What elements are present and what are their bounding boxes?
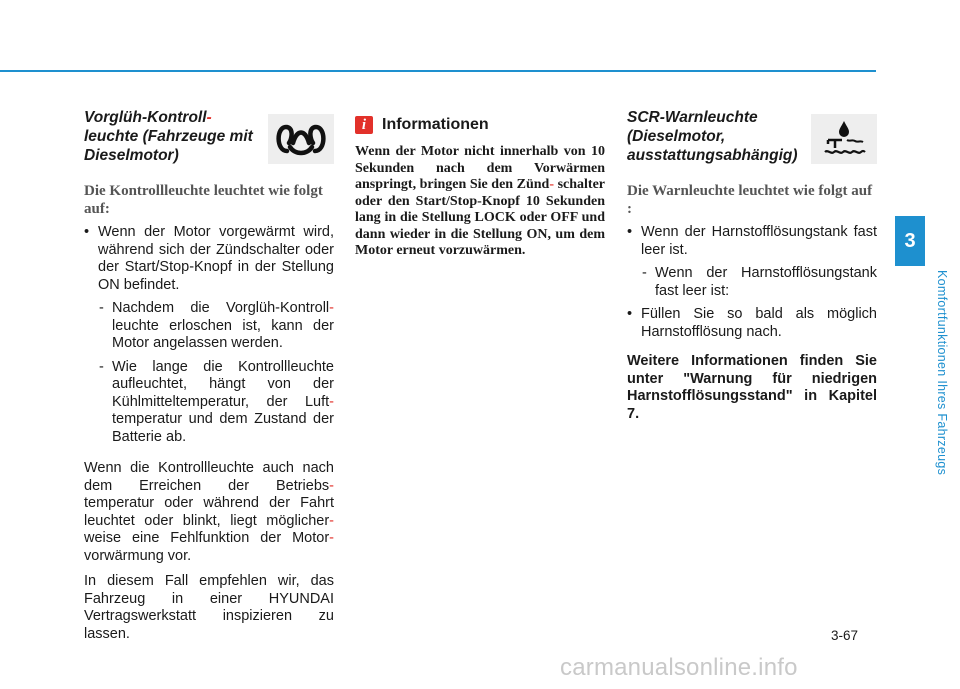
glow-indicator-section [84, 108, 334, 651]
info-icon: i [355, 116, 373, 134]
information-section [355, 108, 605, 260]
scr-heading: SCR-Warnleuchte (Dieselmotor, ausstattungsabhängig) [627, 109, 798, 164]
urea-level-icon [811, 114, 877, 164]
glow-heading-row [84, 108, 334, 172]
glow-dash-list [98, 300, 334, 446]
scr-heading-row [627, 108, 877, 172]
list-item: • Wenn der Harnstofflösungstank fast leer ist. - Wenn der Harnstofflösungstank fast leer ist: [627, 224, 877, 300]
watermark: carmanualsonline.info [560, 654, 798, 681]
glow-paragraph-2: In diesem Fall empfehlen wir, das Fahrzeug in einer HYUNDAI Vertragswerkstatt inspizieren zu lassen. [84, 573, 334, 642]
list-item: - Wie lange die Kontrollleuchte aufleuchtet, hängt von der Kühlmitteltemperatur, der Luft- temperatur und dem Zustand der Batterie ab. [98, 359, 334, 447]
glow-paragraph-1: Wenn die Kontrollleuchte auch nach dem Erreichen der Betriebs- temperatur oder während der Fahrt leuchtet oder blinkt, liegt möglicher- weise eine Fehlfunktion der Motor- vorwärmung vor. [84, 460, 334, 564]
scr-subheading: Die Warnleuchte leuchtet wie folgt auf : [627, 183, 873, 217]
chapter-number: 3 [904, 229, 916, 252]
list-item: - Wenn der Harnstofflösungstank fast leer ist: [641, 265, 877, 300]
glow-bullet-list [84, 224, 334, 446]
glow-plug-icon [268, 114, 334, 164]
list-item: • Füllen Sie so bald als möglich Harnstofflösung nach. [627, 306, 877, 341]
page-number: 3-67 [831, 628, 859, 643]
info-title: Informationen [382, 116, 489, 133]
info-body: Wenn der Motor nicht innerhalb von 10 Sekunden nach dem Vorwärmen anspringt, bringen Sie den Zünd- schalter oder den Start/Stop-Knopf 10 Sekunden lang in die Stellung LOCK oder OFF und dann wieder in die Stellung ON, um dem Motor erneut vorzuwärmen. [355, 144, 606, 258]
scr-dash-list [641, 265, 877, 300]
top-rule [0, 70, 876, 72]
glow-subheading: Die Kontrollleuchte leuchtet wie folgt auf: [84, 183, 323, 217]
info-header [355, 116, 605, 134]
list-item: • Wenn der Motor vorgewärmt wird, während sich der Zündschalter oder der Start/Stop-Knopf in der Stellung ON befindet. - Nachdem die Vorglüh-Kontroll- leuchte erloschen ist, kann der Motor angelassen werden. - Wie lange die Kontrollleuchte aufleuchtet, hängt von der Kühlmitteltemperatur, der Luft- temperatur und dem Zustand der Batterie ab. [84, 224, 334, 446]
glow-heading: Vorglüh-Kontroll- leuchte (Fahrzeuge mit Dieselmotor) [84, 109, 253, 164]
scr-reference-paragraph: Weitere Informationen finden Sie unter "Warnung für niedrigen Harnstofflösungsstand" in Kapitel 7. [627, 353, 877, 422]
chapter-tab [895, 216, 925, 266]
chapter-title: Komfortfunktionen Ihres Fahrzeugs [935, 270, 949, 476]
list-item: - Nachdem die Vorglüh-Kontroll- leuchte erloschen ist, kann der Motor angelassen werden. [98, 300, 334, 353]
scr-bullet-list [627, 224, 877, 341]
scr-warning-section [627, 108, 877, 431]
